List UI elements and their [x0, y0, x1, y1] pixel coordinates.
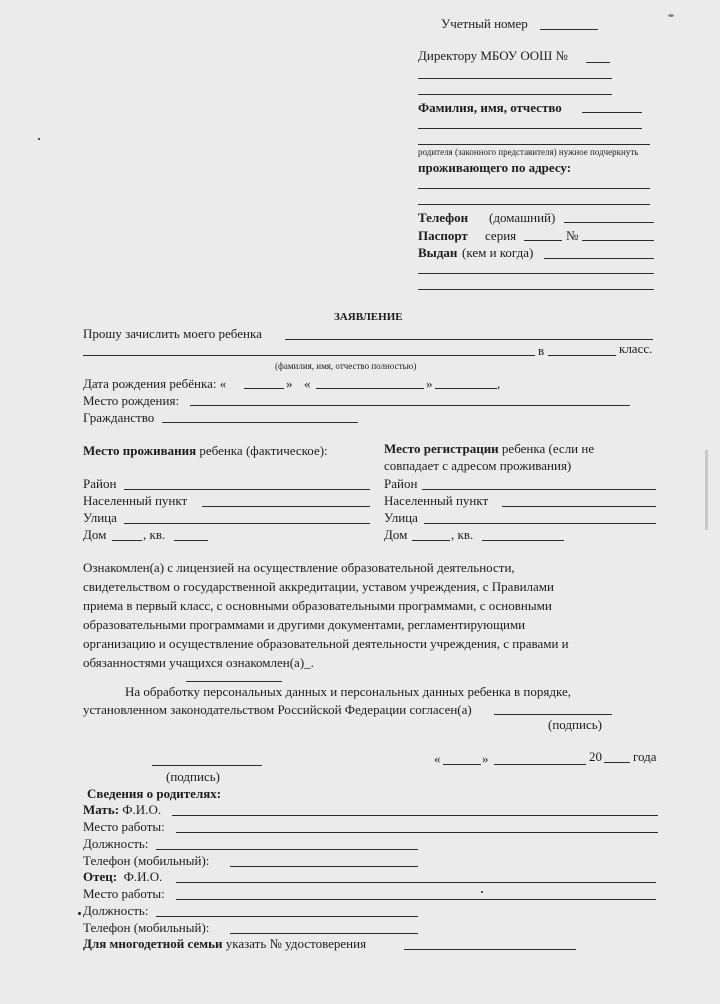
father-label: Отец:	[83, 869, 118, 884]
registration-district-field[interactable]	[422, 489, 656, 490]
issued-field-3[interactable]	[418, 289, 654, 290]
registration-title-bold: Место регистрации	[384, 441, 499, 456]
applicant-signature-field[interactable]	[152, 765, 262, 766]
large-family-row	[83, 936, 366, 951]
birth-month-field[interactable]	[316, 388, 424, 389]
father-fio-field[interactable]	[176, 882, 656, 883]
residence-street-label: Улица	[83, 510, 117, 525]
applicant-signature-label: (подпись)	[166, 769, 220, 784]
registration-street-label: Улица	[384, 510, 418, 525]
ack-line-6: обязанностями учащихся ознакомлен(а)_.	[83, 655, 314, 670]
issued-detail-label: (кем и когда)	[462, 245, 534, 260]
ack-line-5: организацию и осуществление образовательной деятельности учреждения, с правами и	[83, 636, 569, 651]
child-name-field-2[interactable]	[83, 355, 535, 356]
residence-apt-label: , кв.	[143, 527, 166, 542]
citizenship-field[interactable]	[162, 422, 358, 423]
large-family-label: Для многодетной семьи	[83, 936, 223, 951]
residence-district-label: Район	[83, 476, 117, 491]
issued-field-2[interactable]	[418, 273, 654, 274]
father-row	[83, 869, 162, 884]
scan-speck	[78, 912, 81, 915]
scan-speck	[38, 138, 40, 140]
residence-apt-field[interactable]	[174, 540, 208, 541]
fio-field-2[interactable]	[418, 128, 642, 129]
residence-house-field[interactable]	[112, 540, 142, 541]
registration-district-label: Район	[384, 476, 418, 491]
birthdate-quote-close-2: »	[426, 376, 433, 391]
father-phone-label: Телефон (мобильный):	[83, 920, 210, 935]
mother-position-field[interactable]	[156, 849, 418, 850]
residence-district-field[interactable]	[124, 489, 370, 490]
parent-note: родителя (законного представителя) нужное подчеркнуть	[418, 147, 639, 157]
issued-label: Выдан	[418, 245, 458, 260]
registration-apt-label: , кв.	[451, 527, 474, 542]
residence-house-label: Дом	[83, 527, 107, 542]
document-title: ЗАЯВЛЕНИЕ	[334, 311, 403, 323]
scan-speck	[668, 14, 674, 17]
director-label: Директору МБОУ ООШ №	[418, 48, 568, 63]
address-field-2[interactable]	[418, 204, 650, 205]
address-label: проживающего по адресу:	[418, 160, 572, 175]
consent-line-2: установленном законодательством Российской Федерации согласен(а)	[83, 702, 472, 717]
father-work-field[interactable]	[176, 899, 656, 900]
parents-title: Сведения о родителях:	[87, 786, 222, 801]
registration-apt-field[interactable]	[482, 540, 564, 541]
mother-work-label: Место работы:	[83, 819, 165, 834]
registration-title-rest: ребенка (если не	[501, 441, 595, 456]
fio-field-1[interactable]	[582, 112, 642, 113]
scan-edge-mark	[705, 450, 708, 530]
mother-phone-label: Телефон (мобильный):	[83, 853, 210, 868]
birthplace-field[interactable]	[190, 405, 630, 406]
date-month-field[interactable]	[494, 764, 586, 765]
mother-position-label: Должность:	[83, 836, 149, 851]
passport-number-label: №	[566, 228, 579, 243]
passport-series-field[interactable]	[524, 240, 562, 241]
registration-settlement-field[interactable]	[502, 506, 656, 507]
mother-phone-field[interactable]	[230, 866, 418, 867]
birth-year-field[interactable]	[435, 388, 497, 389]
phone-field[interactable]	[564, 222, 654, 223]
address-field-1[interactable]	[418, 188, 650, 189]
date-quote-close: »	[482, 751, 489, 766]
registration-number-field[interactable]	[540, 29, 598, 30]
mother-fio-field[interactable]	[172, 815, 658, 816]
ack-line-1: Ознакомлен(а) с лицензией на осуществление образовательной деятельности,	[83, 560, 515, 575]
mother-label: Мать:	[83, 802, 120, 817]
name-hint: (фамилия, имя, отчество полностью)	[275, 361, 417, 371]
date-day-field[interactable]	[443, 764, 481, 765]
consent-line-1: На обработку персональных данных и персональных данных ребенка в порядке,	[125, 684, 571, 699]
birthdate-comma: ,	[497, 376, 501, 391]
fio-field-3[interactable]	[418, 144, 650, 145]
father-position-label: Должность:	[83, 903, 149, 918]
father-phone-field[interactable]	[230, 933, 418, 934]
father-work-label: Место работы:	[83, 886, 165, 901]
large-family-rest: указать № удостоверения	[225, 936, 367, 951]
grade-label: класс.	[619, 341, 653, 356]
citizenship-label: Гражданство	[83, 410, 155, 425]
phone-home-label: (домашний)	[489, 210, 556, 225]
fio-label: Фамилия, имя, отчество	[418, 100, 562, 115]
birthplace-label: Место рождения:	[83, 393, 180, 408]
residence-title	[83, 443, 328, 458]
director-line-2[interactable]	[418, 94, 612, 95]
registration-title	[384, 441, 594, 456]
issued-field-1[interactable]	[544, 258, 654, 259]
mother-row	[83, 802, 161, 817]
consent-signature-label: (подпись)	[548, 717, 602, 732]
ack-line-4: образовательными программами и другими документами, регламентирующими	[83, 617, 526, 632]
registration-street-field[interactable]	[424, 523, 656, 524]
ack-line-2: свидетельством о государственной аккредитации, уставом учреждения, с Правилами	[83, 579, 554, 594]
child-name-field-1[interactable]	[285, 339, 653, 340]
school-number-field[interactable]	[586, 62, 610, 63]
birthdate-quote-open: «	[304, 376, 311, 391]
date-quote-open: «	[434, 751, 441, 766]
date-year-prefix: 20	[589, 749, 602, 764]
birthdate-quote-close: »	[286, 376, 293, 391]
mother-work-field[interactable]	[176, 832, 658, 833]
enroll-label: Прошу зачислить моего ребенка	[83, 326, 262, 341]
residence-title-rest: ребенка (фактическое):	[199, 443, 328, 458]
phone-label: Телефон	[418, 210, 469, 225]
date-year-field[interactable]	[604, 762, 630, 763]
residence-settlement-label: Населенный пункт	[83, 493, 188, 508]
registration-number-label: Учетный номер	[441, 16, 528, 31]
residence-settlement-field[interactable]	[202, 506, 370, 507]
birthdate-label: Дата рождения ребёнка: «	[83, 376, 227, 391]
mother-fio-label: Ф.И.О.	[122, 802, 162, 817]
date-year-word: года	[633, 749, 657, 764]
passport-series-label: серия	[485, 228, 517, 243]
ack-signature-field[interactable]	[186, 681, 282, 682]
father-position-field[interactable]	[156, 916, 418, 917]
consent-signature-field[interactable]	[494, 714, 612, 715]
birth-day-field[interactable]	[244, 388, 284, 389]
passport-number-field[interactable]	[582, 240, 654, 241]
registration-title-line2: совпадает с адресом проживания)	[384, 458, 572, 473]
residence-street-field[interactable]	[124, 523, 370, 524]
residence-title-bold: Место проживания	[83, 443, 197, 458]
large-family-field[interactable]	[404, 949, 576, 950]
registration-house-field[interactable]	[412, 540, 450, 541]
grade-field[interactable]	[548, 355, 616, 356]
scan-speck	[481, 891, 483, 893]
grade-in-label: в	[538, 343, 545, 358]
father-fio-label: Ф.И.О.	[123, 869, 163, 884]
ack-line-3: приема в первый класс, с основными образовательными программами, с основными	[83, 598, 552, 613]
director-line-1[interactable]	[418, 78, 612, 79]
passport-label: Паспорт	[418, 228, 468, 243]
registration-settlement-label: Населенный пункт	[384, 493, 489, 508]
registration-house-label: Дом	[384, 527, 408, 542]
